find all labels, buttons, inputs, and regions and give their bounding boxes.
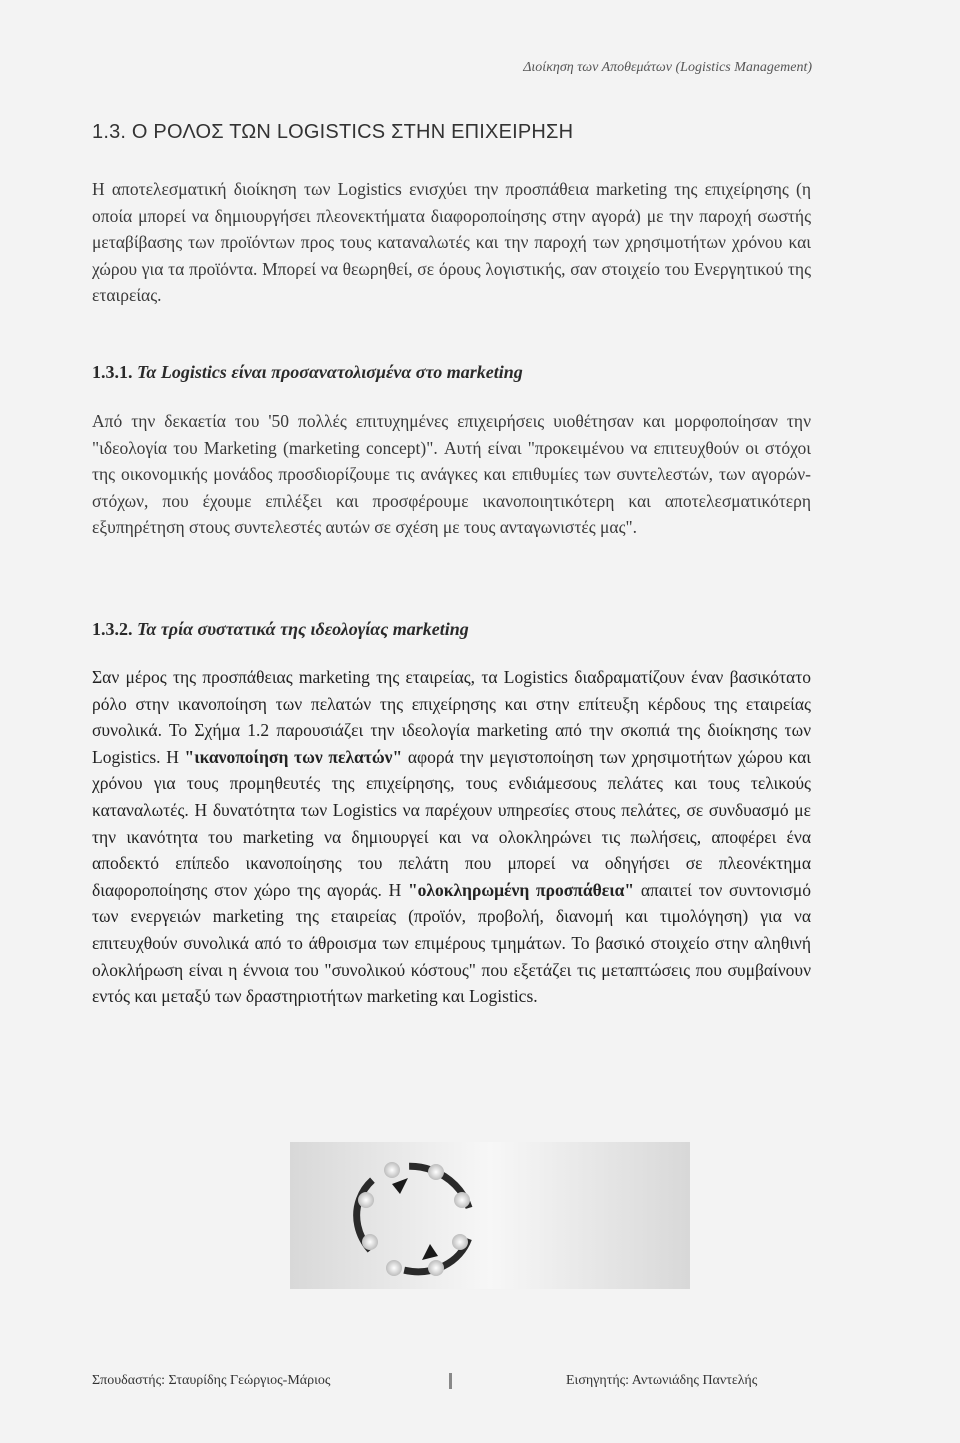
- subsection-2-title: Τα τρία συστατικά της ιδεολογίας marketing: [137, 619, 469, 639]
- intro-paragraph: Η αποτελεσματική διοίκηση των Logistics ενισχύει την προσπάθεια marketing της επιχείρησης (η οποία μπορεί να δημιουργήσει πλεονεκτήματα διαφοροποίησης στην αγορά) με την παροχή σωστής μεταβίβασης των προϊόντων προς τους καταναλωτές και την παροχή των χρησιμοτήτων χρόνου και χώρου για τα προϊόντα. Μπορεί να θεωρηθεί, σε όρους λογιστικής, σαν στοιχείο του Ενεργητικού της εταιρείας.: [92, 179, 811, 306]
- subsection-1-paragraph: Από την δεκαετία του '50 πολλές επιτυχημένες επιχειρήσεις υιοθέτησαν και μορφοποίησαν την "ιδεολογία του Marketing (marketing concept)". Αυτή είναι "προκειμένου να επιτευχθούν οι στόχοι της οικονομικής μονάδος προσδιορίζουμε τις ανάγκες και επιθυμίες των συντελεστών, των αγορών-στόχων, που έχουμε επιλέξει και προσφέρουμε ικανοποιητικότερη και αποτελεσματικότερη εξυπηρέτηση στους συντελεστές αυτών σε σχέση με τους ανταγωνιστές μας".: [92, 411, 811, 538]
- bold-term-integrated-effort: "ολοκληρωμένη προσπάθεια": [407, 879, 635, 900]
- footer-supervisor: Εισηγητής: Αντωνιάδης Παντελής: [566, 1373, 758, 1388]
- page-marker: [449, 1373, 452, 1389]
- subsection-1-title: Τα Logistics είναι προσανατολισμένα στο marketing: [137, 362, 523, 382]
- section-heading: 1.3. Ο ΡΟΛΟΣ ΤΩΝ LOGISTICS ΣΤΗΝ ΕΠΙΧΕΙΡΗΣΗ: [92, 121, 574, 143]
- cycle-figure: [290, 1142, 690, 1289]
- subsection-2-paragraph: [92, 664, 811, 1010]
- paragraph-part-2: αφορά την μεγιστοποίηση των χρησιμοτήτων χώρου και χρόνου για τους προμηθευτές της επιχείρησης, τους ενδιάμεσους πελάτες και τους τελικούς καταναλωτές. Η δυνατότητα των Logistics να παρέχουν υπηρεσίες στους πελάτες, σε συνδυασμό με την ικανότητα του marketing να δημιουργεί και να ολοκληρώνει τις πωλήσεις, αποφέρει ένα αποδεκτό επίπεδο ικανοποίησης του πελάτη που μπορεί να οδηγήσει σε πλεονέκτημα διαφοροποίησης στον χώρο της αγοράς. Η: [92, 746, 811, 900]
- paragraph-part-3: απαιτεί τον συντονισμό των ενεργειών marketing της εταιρείας (προϊόν, προβολή, διανομή και τιμολόγηση) για να επιτευχθούν συνολικά από το άθροισμα των επιμέρους τμημάτων. Το βασικό στοιχείο στην αληθινή ολοκλήρωση είναι η έννοια του "συνολικού κόστους" που εξετάζει τις μεταπτώσεις που συμβαίνουν εντός και μεταξύ των δραστηριοτήτων marketing και Logistics.: [92, 879, 811, 1007]
- bold-term-customer-satisfaction: "ικανοποίηση των πελατών": [184, 746, 403, 767]
- paragraph-part-1: Σαν μέρος της προσπάθειας marketing της εταιρείας, τα Logistics διαδραματίζουν έναν βασικότατο ρόλο στην ικανοποίηση των πελατών της επιχείρησης και στην επίτευξη κέρδους της εταιρείας συνολικά. Το Σχήμα 1.2 παρουσιάζει την ιδεολογία marketing από την σκοπιά της διοίκησης των Logistics. Η: [92, 667, 811, 767]
- cycle-arrows-icon: [290, 1142, 690, 1289]
- subsection-2-heading: [92, 619, 469, 640]
- subsection-2-number: 1.3.2.: [92, 619, 133, 639]
- subsection-1-heading: [92, 362, 523, 383]
- subsection-1-number: 1.3.1.: [92, 362, 133, 382]
- footer-student: Σπουδαστής: Σταυρίδης Γεώργιος-Μάριος: [92, 1373, 331, 1388]
- running-header: Διοίκηση των Αποθεμάτων (Logistics Management): [523, 60, 812, 75]
